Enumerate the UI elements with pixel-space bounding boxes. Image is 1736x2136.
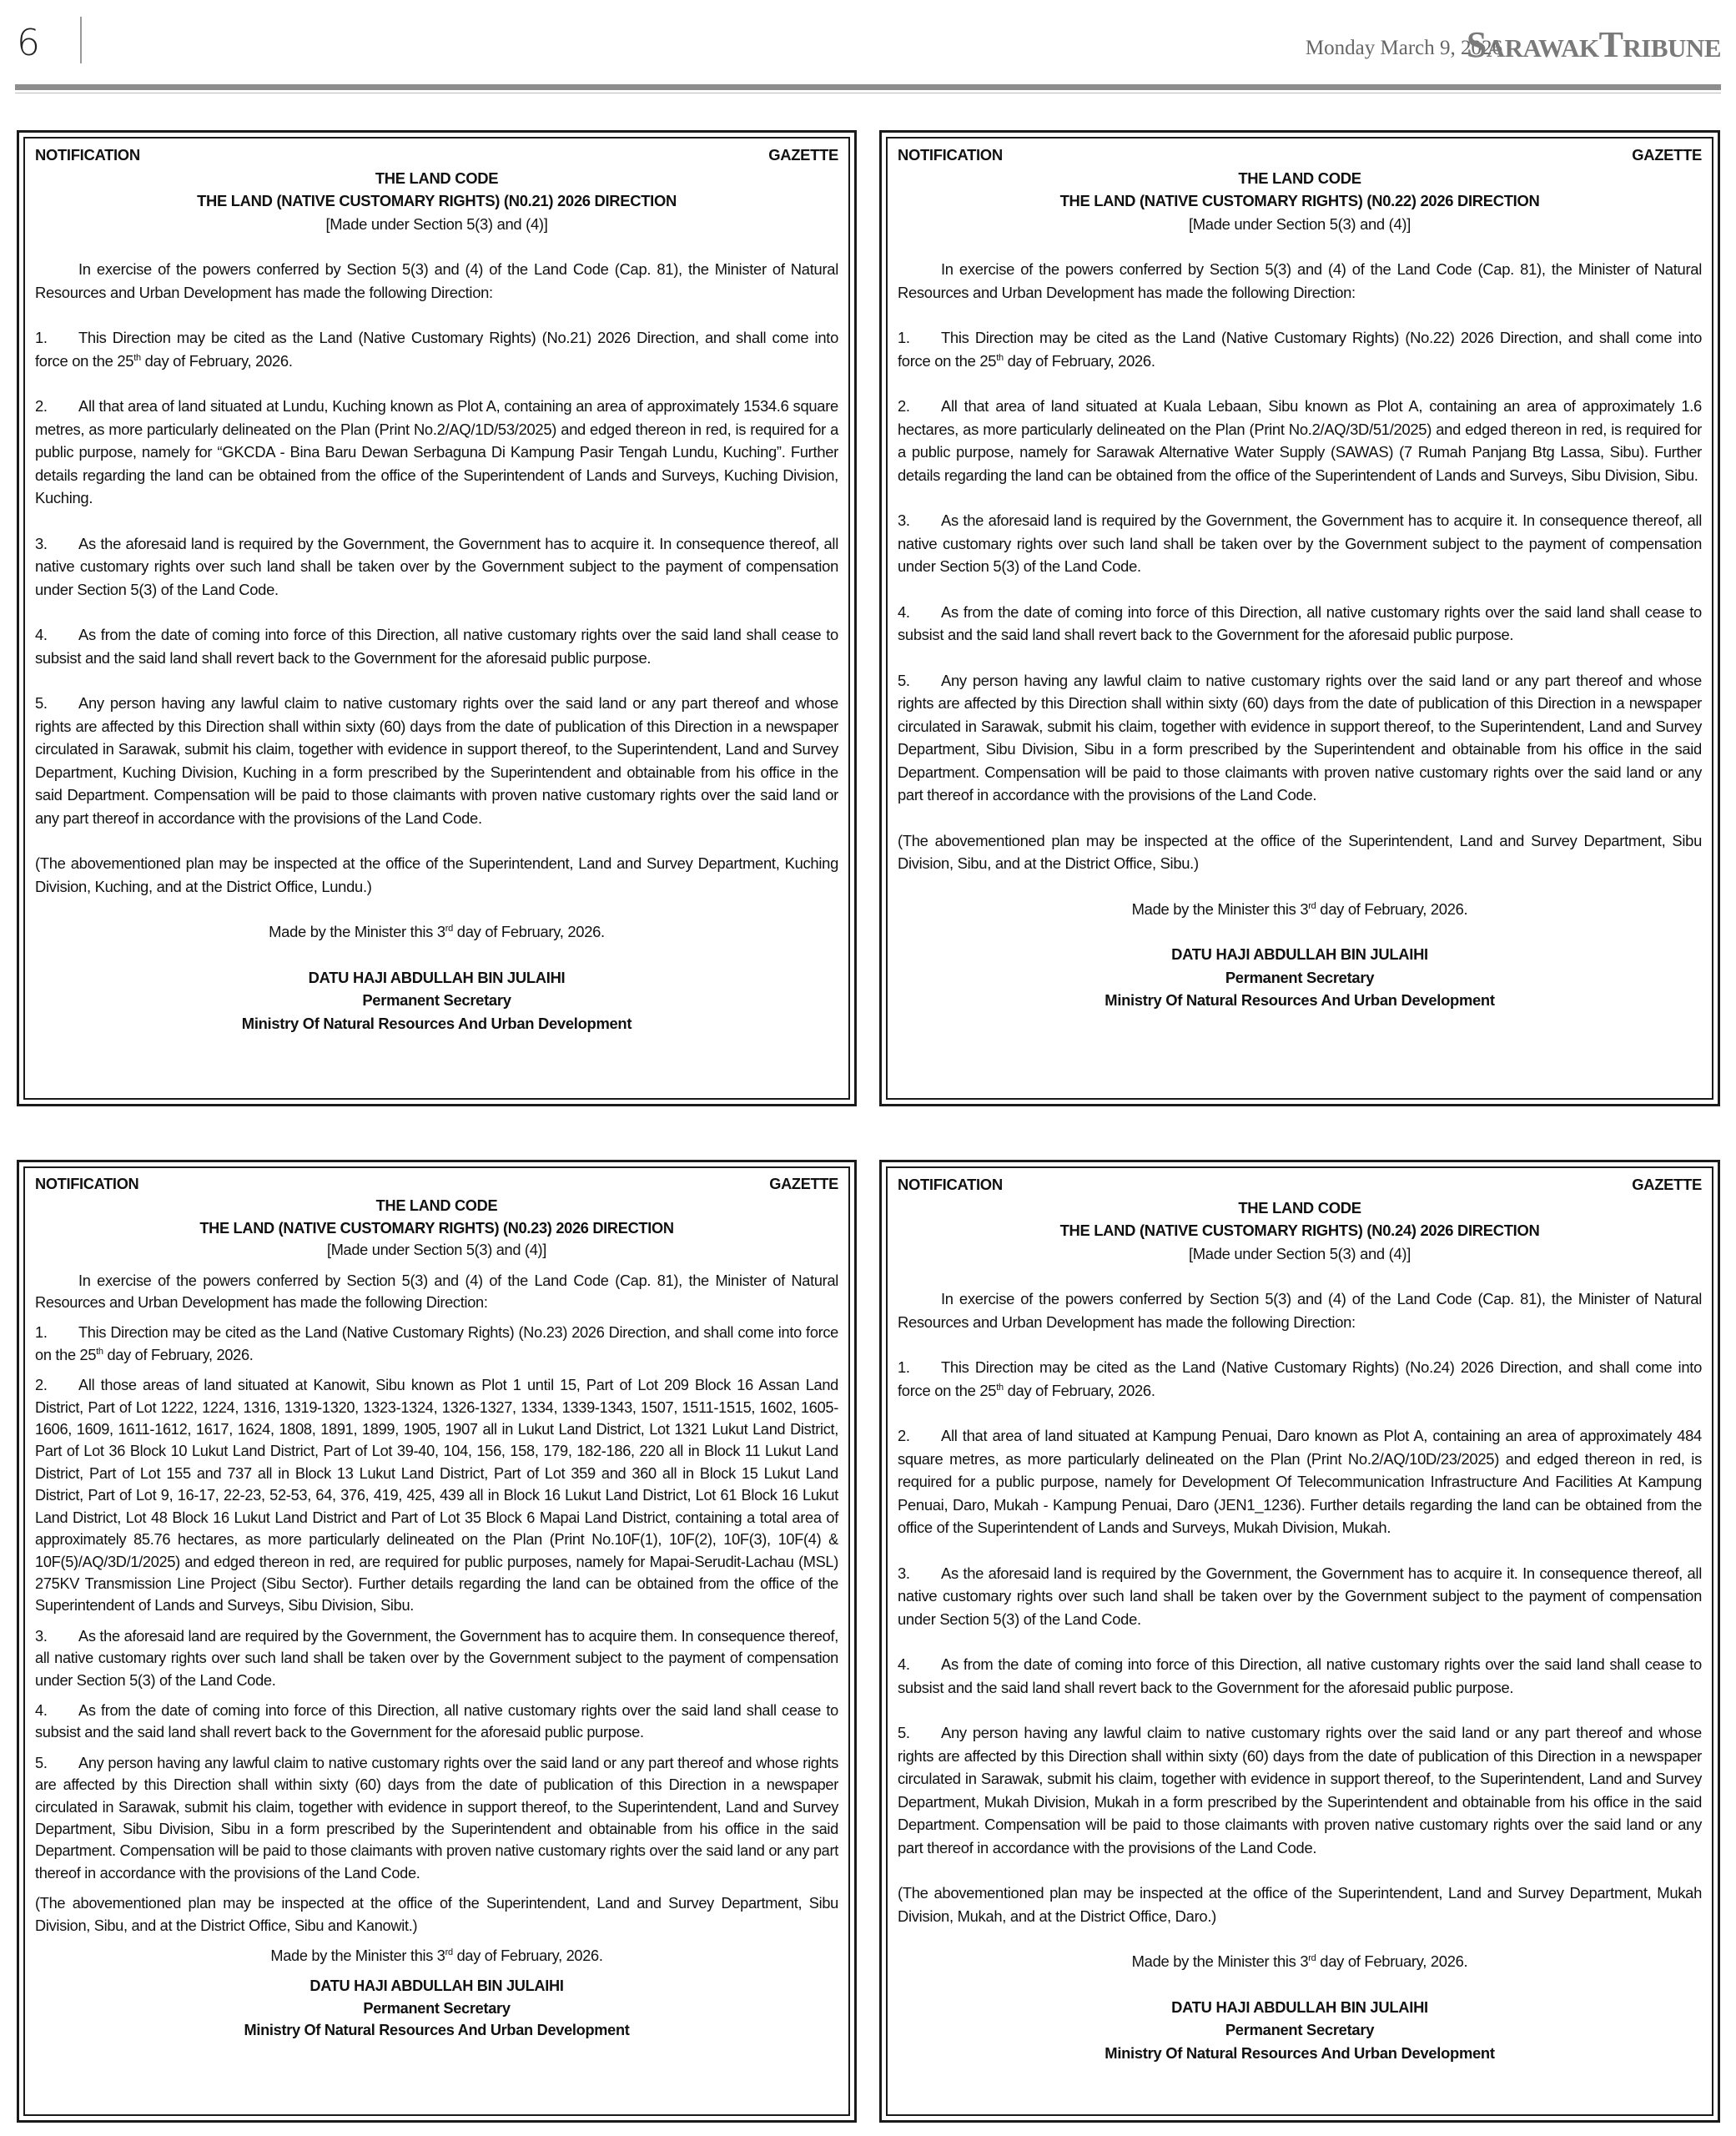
paragraph-1-date: day of February, 2026. [1003, 1381, 1155, 1399]
paragraph-3-text: As the aforesaid land are required by the Government, the Government has to acquire them. In consequence thereof, all native customary rights over such land shall be taken over by the Government subject to the payment of compensation under Section 5(3) of the Land Code. [35, 1627, 838, 1689]
ordinal-suffix: th [996, 352, 1004, 363]
plan-note: (The abovementioned plan may be inspected at the office of the Superintendent, Land and Survey Department, Kuching Division, Kuching, and at the District Office, Lundu.) [35, 854, 838, 895]
paragraph-1 [35, 1322, 838, 1366]
notification-label: NOTIFICATION [898, 146, 1003, 164]
paragraph-5-text: Any person having any lawful claim to native customary rights over the said land or any part thereof and whose rights are affected by this Direction shall within sixty (60) days from the date of publication of this Direction in a newspaper circulated in Sarawak, submit his claim, together with evidence in support thereof, to the Superintendent, Land and Survey Department, Sibu Division, Sibu in a form prescribed by the Superintendent and obtainable from his office in the said Department. Compensation will be paid to those claimants with proven native customary rights over the said land or any part thereof in accordance with the provisions of the Land Code. [898, 671, 1702, 804]
made-by-line [35, 1945, 838, 1967]
paragraph-number: 1. [898, 329, 910, 346]
made-by-line [35, 920, 838, 944]
paragraph-1-date: day of February, 2026. [103, 1346, 254, 1363]
made-under-line: [Made under Section 5(3) and (4)] [1188, 214, 1411, 233]
issue-date: Monday March 9, 2026 [1305, 37, 1502, 59]
header-rule [15, 84, 1721, 90]
ordinal-suffix: rd [445, 923, 453, 934]
paragraph-5-text: Any person having any lawful claim to native customary rights over the said land or any part thereof and whose rights are affected by this Direction shall within sixty (60) days from the date of publication of this Direction in a newspaper circulated in Sarawak, submit his claim, together with evidence in support thereof, to the Superintendent, Land and Survey Department, Sibu Division, Sibu in a form prescribed by the Superintendent and obtainable from his office in the said Department. Compensation will be paid to those claimants with proven native customary rights over the said land or any part thereof in accordance with the provisions of the Land Code. [35, 1754, 838, 1882]
signer-name: DATU HAJI ABDULLAH BIN JULAIHI [1171, 1997, 1428, 2016]
paragraph-number: 1. [35, 329, 48, 346]
paragraph-3-text: As the aforesaid land is required by the Government, the Government has to acquire it. In consequence thereof, all native customary rights over such land shall be taken over by the Government subject to the payment of compensation under Section 5(3) of the Land Code. [35, 534, 838, 598]
paragraph-number: 5. [35, 694, 48, 712]
paragraph-number: 3. [898, 1564, 910, 1582]
paragraph-5 [898, 669, 1702, 807]
notice-header [898, 144, 1702, 167]
made-by-text: Made by the Minister this 3 [269, 923, 445, 940]
paragraph-number: 4. [898, 1655, 910, 1673]
paragraph-number: 1. [898, 1358, 910, 1376]
intro-paragraph: In exercise of the powers conferred by Section 5(3) and (4) of the Land Code (Cap. 81), the Minister of Natural Resources and Urban Development has made the following Direction: [898, 260, 1702, 301]
paragraph-number: 4. [35, 626, 48, 643]
notice-box-21 [17, 130, 857, 1106]
notice-box-24 [879, 1160, 1720, 2123]
paragraph-4 [35, 623, 838, 669]
paragraph-number: 2. [898, 1427, 910, 1444]
paragraph-3 [35, 532, 838, 602]
made-by-line [898, 1950, 1702, 1973]
paragraph-2 [898, 1424, 1702, 1539]
notice-title: THE LAND CODE [1238, 1198, 1361, 1217]
ordinal-suffix: rd [445, 1947, 453, 1957]
signer-title: Permanent Secretary [362, 991, 511, 1009]
plan-note: (The abovementioned plan may be inspected at the office of the Superintendent, Land and Survey Department, Sibu Division, Sibu, and at the District Office, Sibu and Kanowit.) [35, 1895, 838, 1934]
masthead [15, 0, 1721, 77]
made-by-text: Made by the Minister this 3 [270, 1947, 445, 1964]
ordinal-suffix: th [133, 352, 141, 363]
plan-note: (The abovementioned plan may be inspected at the office of the Superintendent, Land and Survey Department, Sibu Division, Sibu, and at the District Office, Sibu.) [898, 831, 1702, 872]
notice-body [886, 1166, 1713, 2116]
ordinal-suffix: th [996, 1382, 1004, 1393]
made-by-date: day of February, 2026. [1316, 899, 1468, 918]
ordinal-suffix: th [96, 1346, 103, 1357]
paragraph-4 [35, 1700, 838, 1744]
signer-name: DATU HAJI ABDULLAH BIN JULAIHI [308, 968, 566, 986]
notice-title: THE LAND CODE [375, 169, 499, 187]
paragraph-5-text: Any person having any lawful claim to native customary rights over the said land or any part thereof and whose rights are affected by this Direction shall within sixty (60) days from the date of publication of this Direction in a newspaper circulated in Sarawak, submit his claim, together with evidence in support thereof, to the Superintendent, Land and Survey Department, Mukah Division, Mukah in a form prescribed by the Superintendent and obtainable from his office in the said Department. Compensation will be paid to those claimants with proven native customary rights over the said land or any part thereof in accordance with the provisions of the Land Code. [898, 1724, 1702, 1856]
paragraph-4 [898, 1653, 1702, 1699]
paragraph-1-text: This Direction may be cited as the Land (Native Customary Rights) (No.22) 2026 Direction, and shall come into force on the 25 [898, 329, 1702, 370]
notice-body [23, 137, 850, 1100]
paragraph-3 [898, 1562, 1702, 1631]
paragraph-2-text: All that area of land situated at Kuala Lebaan, Sibu known as Plot A, containing an area of approximately 1.6 hectares, as more particularly delineated on the Plan (Print No.2/AQ/3D/51/2025) and edged thereon in red, is required for a public purpose, namely for Sarawak Alternative Water Supply (SAWAS) (7 Rumah Panjang Btg Lassa, Sibu). Further details regarding the land can be obtained from the office of the Superintendent of Lands and Surveys, Sibu Division, Sibu. [898, 397, 1702, 484]
paragraph-4 [898, 601, 1702, 647]
paragraph-1 [898, 1356, 1702, 1402]
notification-label: NOTIFICATION [898, 1176, 1003, 1193]
newspaper-logo: SarawakTribune [1466, 24, 1721, 65]
paragraph-5-text: Any person having any lawful claim to native customary rights over the said land or any part thereof and whose rights are affected by this Direction shall within sixty (60) days from the date of publication of this Direction in a newspaper circulated in Sarawak, submit his claim, together with evidence in support thereof, to the Superintendent, Land and Survey Department, Kuching Division, Kuching in a form prescribed by the Superintendent and obtainable from his office in the said Department. Compensation will be paid to those claimants with proven native customary rights over the said land or any part thereof in accordance with the provisions of the Land Code. [35, 694, 838, 827]
intro-paragraph: In exercise of the powers conferred by Section 5(3) and (4) of the Land Code (Cap. 81), the Minister of Natural Resources and Urban Development has made the following Direction: [35, 260, 838, 301]
signer-name: DATU HAJI ABDULLAH BIN JULAIHI [1171, 945, 1428, 963]
notice-direction-title: THE LAND (NATIVE CUSTOMARY RIGHTS) (N0.22) 2026 DIRECTION [1059, 192, 1540, 209]
notification-label: NOTIFICATION [35, 146, 140, 164]
paragraph-number: 2. [898, 397, 910, 415]
intro-paragraph: In exercise of the powers conferred by Section 5(3) and (4) of the Land Code (Cap. 81), the Minister of Natural Resources and Urban Development has made the following Direction: [35, 1272, 838, 1312]
notice-direction-title: THE LAND (NATIVE CUSTOMARY RIGHTS) (N0.24) 2026 DIRECTION [1059, 1222, 1540, 1239]
ministry-name: Ministry Of Natural Resources And Urban Development [1104, 2043, 1495, 2062]
made-by-line [898, 898, 1702, 921]
notice-body [23, 1166, 850, 2116]
paragraph-number: 4. [35, 1701, 48, 1719]
paragraph-4-text: As from the date of coming into force of this Direction, all native customary rights over the said land shall cease to subsist and the said land shall revert back to the Government for the aforesaid public purpose. [35, 626, 838, 667]
page-number-divider [80, 17, 82, 63]
gazette-label: GAZETTE [769, 1176, 838, 1192]
paragraph-number: 2. [35, 1377, 48, 1394]
paragraph-number: 4. [898, 602, 910, 621]
paragraph-1-text: This Direction may be cited as the Land (Native Customary Rights) (No.24) 2026 Direction, and shall come into force on the 25 [898, 1358, 1702, 1399]
paragraph-number: 3. [35, 534, 48, 552]
ministry-name: Ministry Of Natural Resources And Urban Development [1104, 991, 1495, 1009]
notification-label: NOTIFICATION [35, 1176, 139, 1192]
notice-box-23 [17, 1160, 857, 2123]
notice-direction-title: THE LAND (NATIVE CUSTOMARY RIGHTS) (N0.21) 2026 DIRECTION [197, 192, 677, 209]
notice-body [886, 137, 1713, 1100]
intro-paragraph: In exercise of the powers conferred by Section 5(3) and (4) of the Land Code (Cap. 81), the Minister of Natural Resources and Urban Development has made the following Direction: [898, 1290, 1702, 1331]
paragraph-number: 5. [35, 1754, 48, 1771]
plan-note: (The abovementioned plan may be inspected at the office of the Superintendent, Land and Survey Department, Mukah Division, Mukah, and at the District Office, Daro.) [898, 1884, 1702, 1925]
signer-name: DATU HAJI ABDULLAH BIN JULAIHI [309, 1977, 564, 1995]
paragraph-number: 5. [898, 1724, 910, 1741]
paragraph-3-text: As the aforesaid land is required by the Government, the Government has to acquire it. In consequence thereof, all native customary rights over such land shall be taken over by the Government subject to the payment of compensation under Section 5(3) of the Land Code. [898, 1564, 1702, 1628]
notice-title: THE LAND CODE [1238, 169, 1361, 187]
made-under-line: [Made under Section 5(3) and (4)] [325, 214, 548, 233]
made-by-date: day of February, 2026. [1316, 1952, 1468, 1970]
made-by-text: Made by the Minister this 3 [1131, 899, 1309, 918]
notice-direction-title: THE LAND (NATIVE CUSTOMARY RIGHTS) (N0.23) 2026 DIRECTION [199, 1219, 674, 1237]
paragraph-3-text: As the aforesaid land is required by the Government, the Government has to acquire it. In consequence thereof, all native customary rights over such land shall be taken over by the Government subject to the payment of compensation under Section 5(3) of the Land Code. [898, 511, 1702, 575]
paragraph-2 [35, 395, 838, 510]
paragraph-3 [898, 509, 1702, 578]
paragraph-2 [898, 395, 1702, 486]
signer-title: Permanent Secretary [1225, 968, 1375, 986]
paragraph-5 [35, 1752, 838, 1884]
paragraph-2-text: All that area of land situated at Kampung Penuai, Daro known as Plot A, containing an area of approximately 484 square metres, as more particularly delineated on the Plan (Print No.2/AQ/10D/23/2025) and edged thereon in red, is required for a public purpose, namely for Development Of Telecommunication Infrastructure And Facilities At Kampung Penuai, Daro, Mukah - Kampung Penuai, Daro (JEN1_1236). Further details regarding the land can be obtained from the office of the Superintendent of Lands and Surveys, Mukah Division, Mukah. [898, 1427, 1702, 1536]
paragraph-4-text: As from the date of coming into force of this Direction, all native customary rights over the said land shall cease to subsist and the said land shall revert back to the Government for the aforesaid public purpose. [35, 1701, 838, 1741]
paragraph-3 [35, 1625, 838, 1691]
ordinal-suffix: rd [1308, 1952, 1316, 1963]
gazette-label: GAZETTE [1632, 1176, 1702, 1193]
paragraph-4-text: As from the date of coming into force of this Direction, all native customary rights over the said land shall cease to subsist and the said land shall revert back to the Government for the aforesaid public purpose. [898, 602, 1702, 643]
paragraph-number: 5. [898, 671, 910, 689]
page-number: 6 [17, 22, 40, 64]
paragraph-1-text: This Direction may be cited as the Land (Native Customary Rights) (No.23) 2026 Direction, and shall come into force on the 25 [35, 1324, 838, 1363]
gazette-label: GAZETTE [1632, 146, 1702, 164]
ordinal-suffix: rd [1308, 900, 1316, 911]
signer-title: Permanent Secretary [1225, 2021, 1375, 2038]
paragraph-1 [35, 326, 838, 372]
ministry-name: Ministry Of Natural Resources And Urban Development [241, 1014, 632, 1032]
notice-box-22 [879, 130, 1720, 1106]
gazette-label: GAZETTE [768, 146, 838, 164]
made-by-text: Made by the Minister this 3 [1131, 1952, 1309, 1970]
paragraph-1-text: This Direction may be cited as the Land (Native Customary Rights) (No.21) 2026 Direction, and shall come into force on the 25 [35, 329, 838, 370]
made-under-line: [Made under Section 5(3) and (4)] [326, 1242, 547, 1259]
signer-title: Permanent Secretary [363, 1999, 511, 2017]
paragraph-1 [898, 326, 1702, 372]
notice-title: THE LAND CODE [375, 1197, 498, 1215]
made-by-date: day of February, 2026. [452, 1947, 603, 1964]
paragraph-4-text: As from the date of coming into force of this Direction, all native customary rights over the said land shall cease to subsist and the said land shall revert back to the Government for the aforesaid public purpose. [898, 1655, 1702, 1696]
paragraph-1-date: day of February, 2026. [140, 351, 293, 370]
notice-header [35, 144, 838, 167]
paragraph-5 [898, 1721, 1702, 1859]
paragraph-5 [35, 692, 838, 829]
ministry-name: Ministry Of Natural Resources And Urban Development [244, 2022, 630, 2039]
paragraph-2 [35, 1374, 838, 1616]
paragraph-2-text: All those areas of land situated at Kanowit, Sibu known as Plot 1 until 15, Part of Lot 209 Block 16 Assan Land District, Part of Lot 1222, 1224, 1316, 1319-1320, 1323-1324, 1326-1327, 1334, 1339-1343, 1507, 1511-1515, 1602, 1605-1606, 1609, 1611-1612, 1617, 1624, 1808, 1891, 1899, 1905, 1907 all in Lukut Land District, Lot 1321 Lukut Land District, Part of Lot 36 Block 10 Lukut Land District, Part of Lot 39-40, 104, 156, 158, 179, 182-186, 220 all in Block 11 Lukut Land District, Part of Lot 155 and 737 all in Block 13 Lukut Land District, Part of Lot 359 and 360 all in Block 15 Lukut Land District, Part of Lot 9, 16-17, 22-23, 52-53, 64, 376, 419, 425, 439 all in Block 16 Lukut Land District, Lot 61 Block 16 Lukut Land District, Lot 48 Block 16 Lukut Land District and Part of Lot 35 Block 6 Mapai Land District, containing a total area of approximately 85.76 hectares, as more particularly delineated on the Plan (Print No.10F(1), 10F(2), 10F(3), 10F(4) & 10F(5)/AQ/3D/1/2025) and edged thereon in red, are required for public purposes, namely for Mapai-Serudit-Lachau (MSL) 275KV Transmission Line Project (Sibu Sector). Further details regarding the land can be obtained from the office of the Superintendent of Lands and Surveys, Sibu Division, Sibu. [35, 1377, 838, 1615]
notice-header [898, 1173, 1702, 1196]
paragraph-1-date: day of February, 2026. [1003, 351, 1155, 370]
paragraph-number: 1. [35, 1324, 48, 1342]
notice-header [35, 1173, 838, 1195]
paragraph-number: 3. [898, 511, 910, 529]
paragraph-number: 3. [35, 1627, 48, 1645]
paragraph-2-text: All that area of land situated at Lundu, Kuching known as Plot A, containing an area of approximately 1534.6 square metres, as more particularly delineated on the Plan (Print No.2/AQ/1D/53/2025) and edged thereon in red, is required for a public purpose, namely for “GKCDA - Bina Baru Dewan Serbaguna Di Kampung Pasir Tengah Lundu, Kuching”. Further details regarding the land can be obtained from the office of the Superintendent of Lands and Surveys, Kuching Division, Kuching. [35, 397, 838, 506]
made-by-date: day of February, 2026. [452, 923, 605, 940]
paragraph-number: 2. [35, 397, 48, 415]
made-under-line: [Made under Section 5(3) and (4)] [1188, 1244, 1411, 1262]
